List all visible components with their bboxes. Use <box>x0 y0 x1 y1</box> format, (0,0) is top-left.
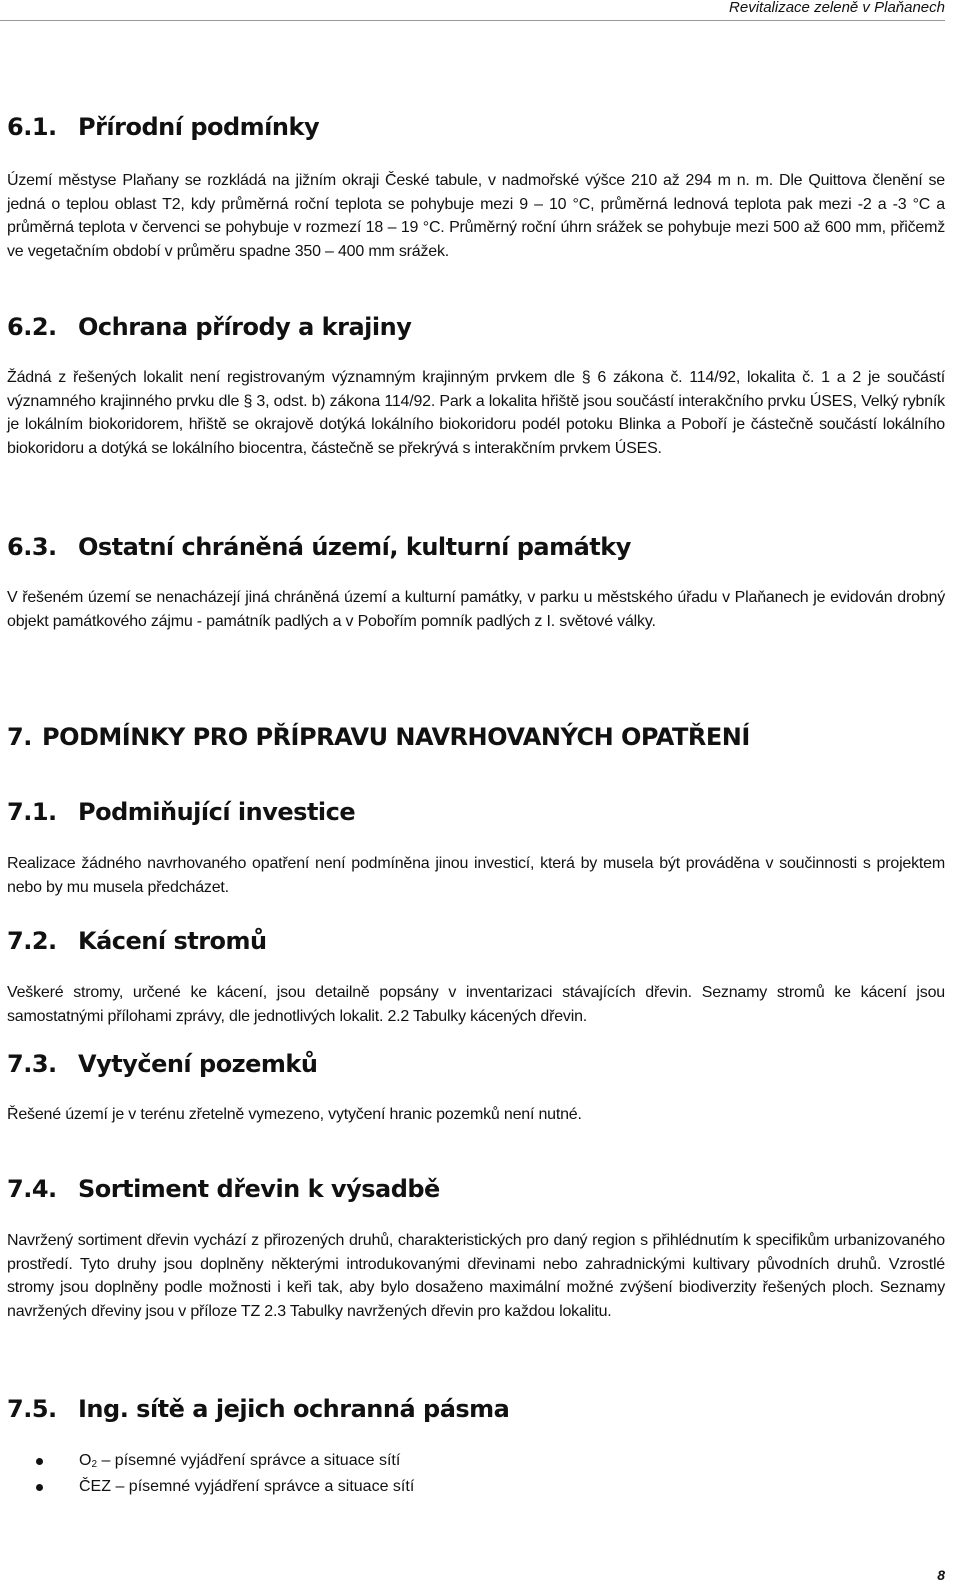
paragraph-7-2: Veškeré stromy, určené ke kácení, jsou detailně popsány v inventarizaci stávajících dřevin. Seznamy stromů ke kácení jsou samostatnými přílohami zprávy, dle jednotlivých lokalit. 2.2 Tabulky kácených dřevin. <box>7 984 945 1025</box>
page-number: 8 <box>937 1567 945 1583</box>
running-title: Revitalizace zeleně v Plaňanech <box>729 0 945 16</box>
paragraph-7-4: Navržený sortiment dřevin vychází z přirozených druhů, charakteristických pro daný region s přihlédnutím k specifikům urbanizovaného prostředí. Tyto druhy jsou doplněny některými introdukovanými dřevinami nebo zahradnickými kultivary původních druhů. Vzrostlé stromy jsou doplněny podle možnosti i keři tak, aby bylo dosaženo maximální možné zvýšení biodiverzity řešených ploch. Seznamy navržených dřeviny jsou v příloze TZ 2.3 Tabulky navržených dřevin pro každou lokalitu. <box>7 1232 945 1320</box>
paragraph-6-1: Území městyse Plaňany se rozkládá na jižním okraji České tabule, v nadmořské výšce 210 až 294 m n. m. Dle Quittova členění se jedná o teplou oblast T2, kdy průměrná roční teplota se pohybuje mezi 9 – 10 °C, průměrná lednová teplota pak mezi -2 a -3 °C a průměrná teplota v červenci se pohybuje v rozmezí 18 – 19 °C. Průměrný roční úhrn srážek se pohybuje mezi 500 až 600 mm, přičemž ve vegetačním období v průměru spadne 350 – 400 mm srážek. <box>7 172 945 260</box>
heading-title: Sortiment dřevin k výsadbě <box>78 1175 440 1203</box>
heading-title: Ing. sítě a jejich ochranná pásma <box>78 1395 510 1423</box>
heading-number: 7.2. <box>7 927 57 955</box>
list-item-text: – písemné vyjádření správce a situace sítí <box>111 1478 415 1495</box>
heading-title: Kácení stromů <box>78 927 267 955</box>
heading-6-3 <box>7 533 631 561</box>
heading-number: 7.3. <box>7 1050 57 1078</box>
heading-number: 6.2. <box>7 313 57 341</box>
heading-title: PODMÍNKY PRO PŘÍPRAVU NAVRHOVANÝCH OPATŘENÍ <box>42 723 750 751</box>
list-item-prefix: ČEZ <box>79 1478 111 1495</box>
list-item <box>7 1448 945 1474</box>
heading-7 <box>7 723 750 751</box>
heading-title: Přírodní podmínky <box>78 113 320 141</box>
heading-number: 7.1. <box>7 798 57 826</box>
paragraph-7-1: Realizace žádného navrhovaného opatření není podmíněna jinou investicí, která by musela být prováděna v součinnosti s projektem nebo by mu musela předcházet. <box>7 855 945 896</box>
list-item-subscript: 2 <box>91 1459 98 1470</box>
heading-number: 6.1. <box>7 113 57 141</box>
list-item <box>7 1474 945 1500</box>
running-header <box>0 0 945 21</box>
list-item-text: – písemné vyjádření správce a situace sítí <box>97 1452 401 1469</box>
paragraph-6-3: V řešeném území se nenacházejí jiná chráněná území a kulturní památky, v parku u městského úřadu v Plaňanech je evidován drobný objekt památkového zájmu - památník padlých a v Pobořím pomník padlých z I. světové války. <box>7 589 945 630</box>
heading-number: 6.3. <box>7 533 57 561</box>
paragraph-6-2: Žádná z řešených lokalit není registrovaným významným krajinným prvkem dle § 6 zákona č. 114/92, lokalita č. 1 a 2 je součástí významného krajinného prvku dle § 3, odst. b) zákona 114/92. Park a lokalita hřiště jsou součástí interakčního prvku ÚSES, Velký rybník je lokálním biokoridorem, hřiště se okrajově dotýká lokálního biokoridoru podél potoku Blinka a Poboří je částečně součástí lokálního biokoridoru a dotýká se lokálního biocentra, částečně se překrývá s interakčním prvkem ÚSES. <box>7 369 945 457</box>
heading-title: Podmiňující investice <box>78 798 356 826</box>
heading-7-1 <box>7 798 355 826</box>
heading-6-1 <box>7 113 319 141</box>
heading-7-3 <box>7 1050 317 1078</box>
heading-number: 7.5. <box>7 1395 57 1423</box>
heading-7-2 <box>7 927 267 955</box>
network-list <box>7 1448 945 1500</box>
heading-6-2 <box>7 313 411 341</box>
heading-7-4 <box>7 1175 440 1203</box>
heading-number: 7.4. <box>7 1175 57 1203</box>
paragraph-7-3: Řešené území je v terénu zřetelně vymezeno, vytyčení hranic pozemků není nutné. <box>7 1106 582 1123</box>
list-item-prefix: O <box>79 1452 92 1469</box>
heading-number: 7. <box>7 723 32 751</box>
heading-title: Ostatní chráněná území, kulturní památky <box>78 533 631 561</box>
heading-title: Ochrana přírody a krajiny <box>78 313 412 341</box>
heading-7-5 <box>7 1395 509 1423</box>
heading-title: Vytyčení pozemků <box>78 1050 318 1078</box>
